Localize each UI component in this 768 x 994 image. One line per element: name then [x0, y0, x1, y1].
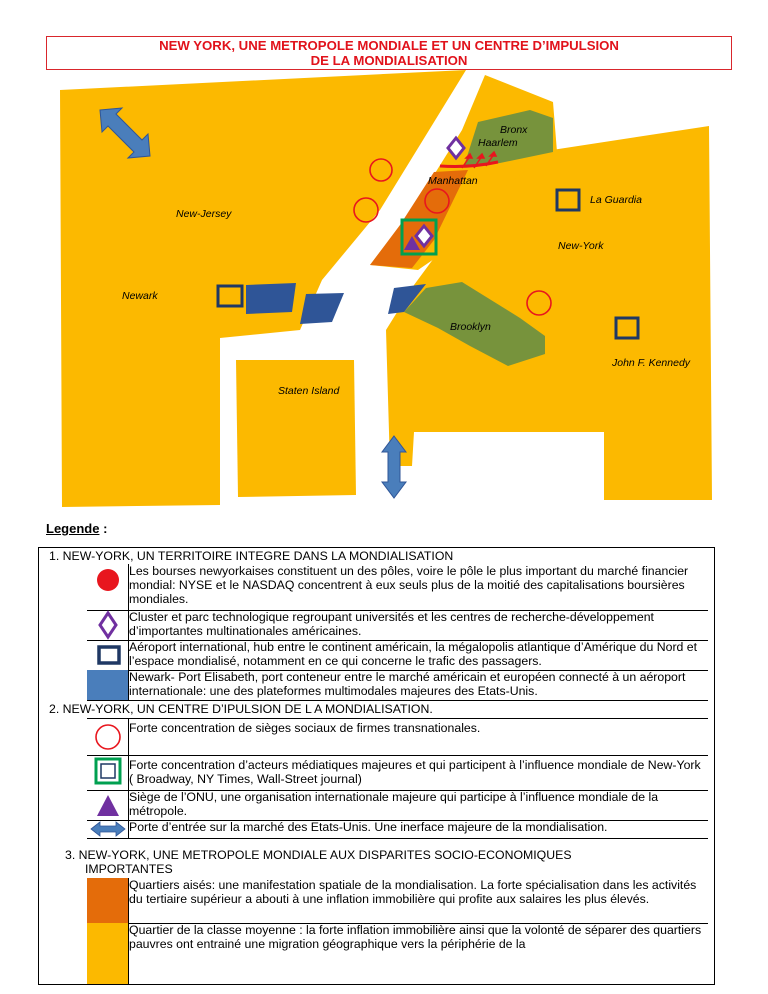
- legend-row-rich: [87, 878, 708, 924]
- label-staten-island: Staten Island: [278, 385, 340, 397]
- legend-symbol-cluster: [87, 610, 129, 640]
- label-newark: Newark: [122, 290, 158, 302]
- map-title-line1: NEW YORK, UNE METROPOLE MONDIALE ET UN CENTRE D’IMPULSION: [159, 38, 619, 53]
- legend-symbol-un: [87, 790, 129, 820]
- legend-row-exchange: [87, 564, 708, 611]
- legend-text-gateway: Porte d’entrée sur la marché des Etats-Unis. Une inerface majeure de la mondialisation.: [129, 820, 608, 834]
- staten-island-landmass: [236, 360, 356, 497]
- newark-port-2: [300, 293, 344, 324]
- legend-text-media: Forte concentration d’acteurs médiatiques majeures et qui participent à l’influence mondiale de New-York ( Broadway, NY Times, Wall-Street journal): [129, 758, 701, 787]
- label-bronx: Bronx: [500, 124, 528, 136]
- legend-text-exchange: Les bourses newyorkaises constituent un des pôles, voire le pôle le plus important du marché financier mondial: NYSE et le NASDAQ concentrent à eux seuls plus de la moitié des capitalisations boursières mondiales.: [129, 564, 689, 607]
- legend-box: [38, 547, 715, 985]
- legend-text-port: Newark- Port Elisabeth, port conteneur entre le marché américain et européen connecté à un aéroport internationale: une des plateformes multimodales majeures des Etats-Unis.: [129, 670, 686, 699]
- legend-text-cluster: Cluster et parc technologique regroupant universités et les centres de recherche-développement d’importantes multinationales américaines.: [129, 610, 654, 639]
- legend-symbol-gateway: [87, 820, 129, 838]
- legend-symbol-middle: [87, 923, 129, 984]
- label-la-guardia: La Guardia: [590, 194, 642, 206]
- legend-text-hq: Forte concentration de sièges sociaux de firmes transnationales.: [129, 721, 481, 735]
- legend-row-un: [87, 790, 708, 821]
- red-circle-outline-icon: [96, 725, 120, 749]
- label-manhattan: Manhattan: [428, 175, 478, 187]
- purple-triangle-icon: [97, 795, 119, 816]
- label-haarlem: Haarlem: [478, 137, 518, 149]
- label-new-jersey: New-Jersey: [176, 208, 232, 220]
- airport-square-icon: [99, 647, 119, 663]
- legend-section-3-title-line2: IMPORTANTES: [85, 862, 173, 877]
- legend-row-airport: [87, 640, 708, 671]
- green-square-icon: [96, 759, 120, 783]
- red-dot-icon: [97, 569, 119, 591]
- legend-symbol-port: [87, 670, 129, 700]
- legend-symbol-exchange: [87, 564, 129, 610]
- legend-symbol-rich: [87, 878, 129, 923]
- label-new-york: New-York: [558, 240, 604, 252]
- legend-row-gateway: [87, 820, 708, 839]
- legend-row-hq: [87, 718, 708, 756]
- legend-heading: [46, 521, 107, 536]
- legend-row-port: [87, 670, 708, 701]
- legend-heading-suffix: :: [99, 521, 108, 536]
- legend-text-un: Siège de l’ONU, une organisation internationale majeure qui participe à l’influence mondiale de la métropole.: [129, 790, 659, 819]
- legend-row-cluster: [87, 610, 708, 641]
- legend-text-airport: Aéroport international, hub entre le continent américain, la mégalopolis atlantique d’Amérique du Nord et l’espace mondialisé, notamment en ce qui concerne le trafic des passagers.: [129, 640, 698, 669]
- legend-section-3-title: [39, 848, 714, 876]
- legend-section-3-title-line1: 3. NEW-YORK, UNE METROPOLE MONDIALE AUX DISPARITES SOCIO-ECONOMIQUES: [65, 848, 572, 862]
- legend-symbol-hq: [87, 719, 129, 755]
- legend-text-middle: Quartier de la classe moyenne : la forte inflation immobilière ainsi que la volonté de séparer des quartiers pauvres ont entrainé une migration géographique vers la périphérie de la: [129, 923, 702, 952]
- legend-section-1-title: 1. NEW-YORK, UN TERRITOIRE INTEGRE DANS LA MONDIALISATION: [49, 549, 454, 563]
- label-brooklyn: Brooklyn: [450, 321, 491, 333]
- newark-port: [246, 283, 296, 314]
- map-title-line2: DE LA MONDIALISATION: [310, 53, 468, 68]
- legend-symbol-media: [87, 754, 129, 790]
- double-arrow-icon: [91, 822, 125, 836]
- legend-row-middle: [87, 923, 708, 984]
- purple-diamond-icon: [100, 613, 116, 637]
- label-jfk: John F. Kennedy: [612, 357, 691, 369]
- legend-section-2-title: 2. NEW-YORK, UN CENTRE D’IPULSION DE L A MONDIALISATION.: [49, 702, 433, 716]
- legend-symbol-airport: [87, 640, 129, 670]
- legend-row-media: [87, 754, 708, 791]
- legend-text-rich: Quartiers aisés: une manifestation spatiale de la mondialisation. La forte spécialisation dans les activités du tertiaire supérieur a abouti à une inflation immobilière qui profite aux salaires les plus élevés.: [129, 878, 697, 907]
- legend-heading-text: Legende: [46, 521, 100, 536]
